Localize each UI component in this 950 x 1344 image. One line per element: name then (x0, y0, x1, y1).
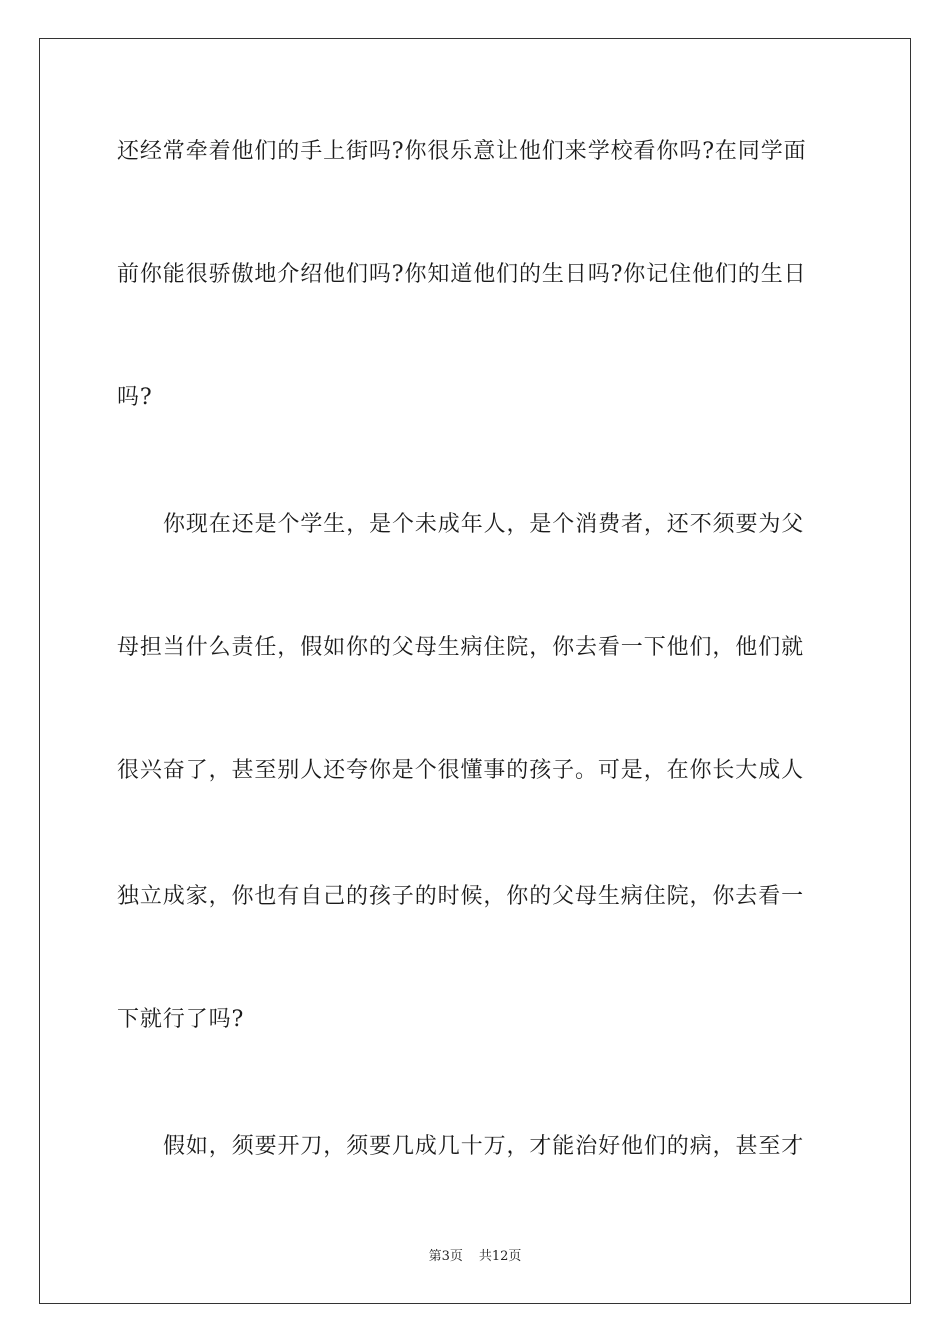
body-text-line: 独立成家，你也有自己的孩子的时候，你的父母生病住院，你去看一 (117, 884, 805, 909)
body-text-line: 很兴奋了，甚至别人还夸你是个很懂事的孩子。可是，在你长大成人 (117, 758, 805, 783)
page-number: 第3页 (428, 1249, 463, 1264)
body-text-line: 母担当什么责任，假如你的父母生病住院，你去看一下他们，他们就 (117, 635, 805, 660)
body-text-line: 下就行了吗? (117, 1007, 245, 1032)
body-text-line: 还经常牵着他们的手上街吗?你很乐意让他们来学校看你吗?在同学面 (117, 139, 807, 164)
body-text-line: 吗? (117, 385, 153, 410)
paragraph-start-line: 你现在还是个学生，是个未成年人，是个消费者，还不须要为父 (163, 512, 805, 537)
page-border (39, 38, 911, 1304)
paragraph-start-line: 假如，须要开刀，须要几成几十万，才能治好他们的病，甚至才 (163, 1134, 805, 1159)
body-text-line: 前你能很骄傲地介绍他们吗?你知道他们的生日吗?你记住他们的生日 (117, 262, 807, 287)
page-total: 共12页 (478, 1249, 522, 1264)
page-footer (0, 1248, 950, 1266)
